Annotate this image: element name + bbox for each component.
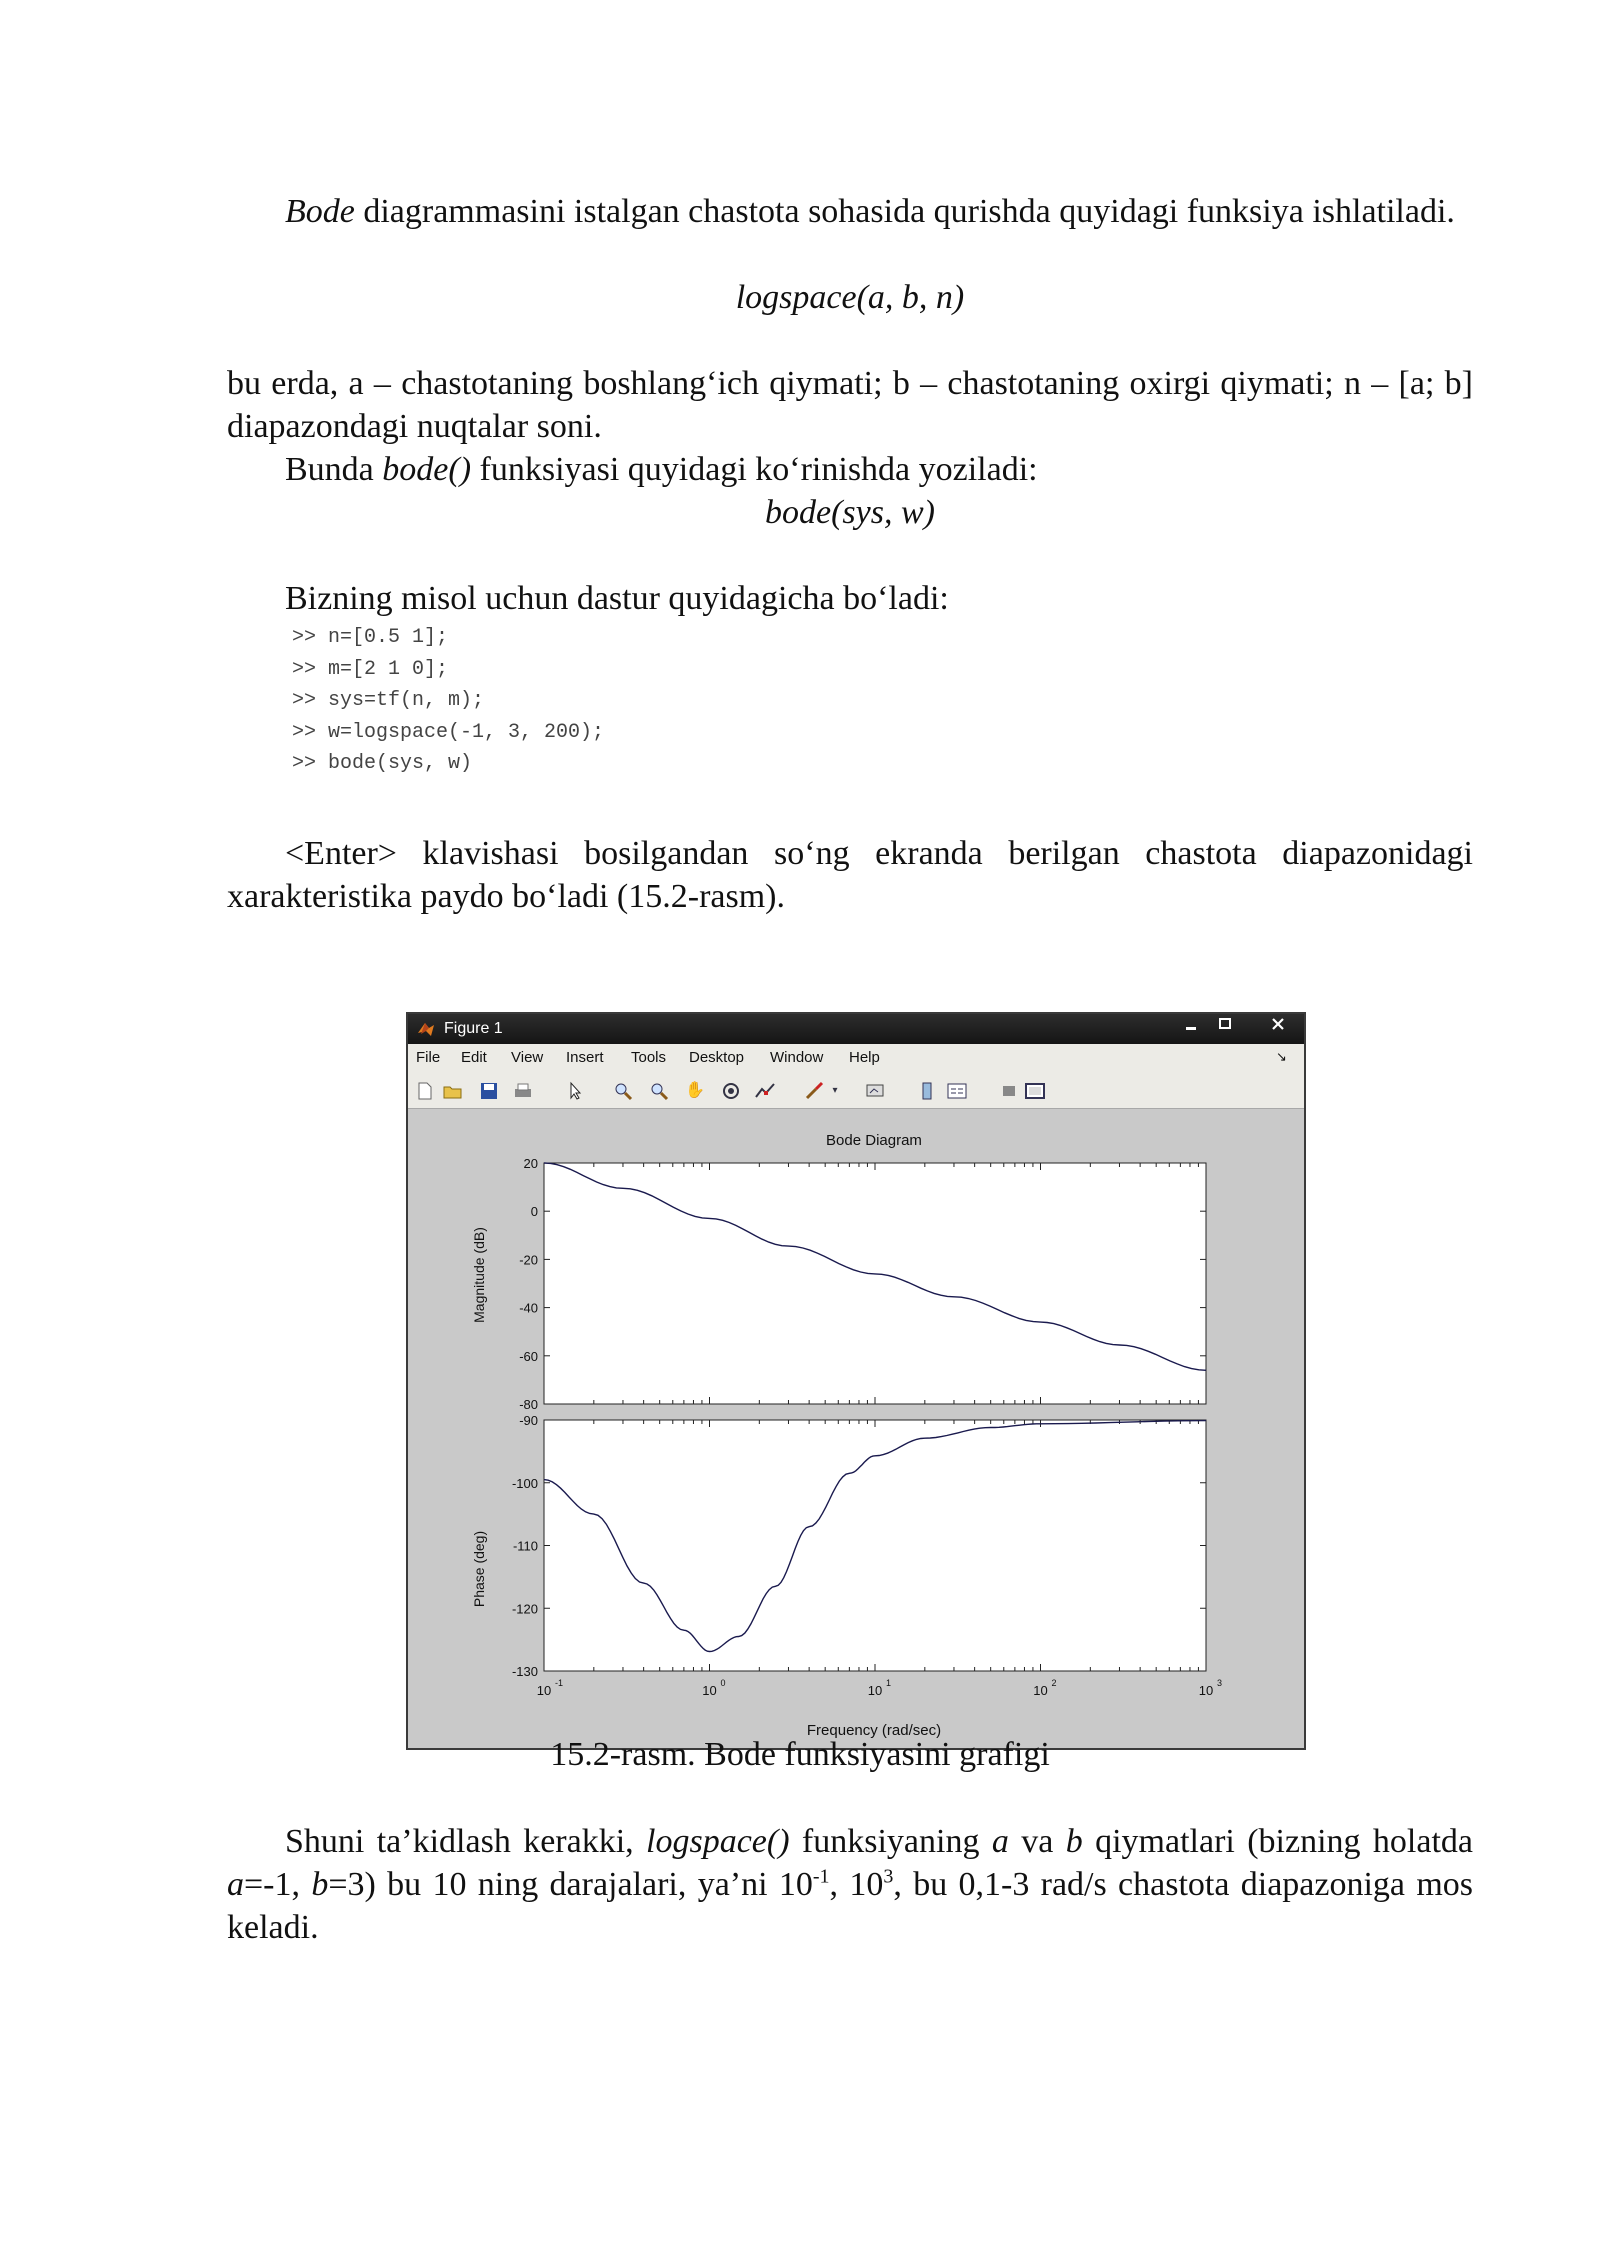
- note-exponent-1: -1: [812, 1865, 830, 1888]
- close-icon: [1270, 1016, 1286, 1032]
- bode-func: bode(): [382, 451, 472, 488]
- window-title: Figure 1: [444, 1020, 503, 1037]
- pointer-icon[interactable]: [564, 1081, 586, 1101]
- window-titlebar[interactable]: [408, 1014, 1304, 1044]
- code-line: >> n=[0.5 1];: [292, 626, 449, 649]
- note-text-3: va: [1008, 1823, 1066, 1860]
- link-icon[interactable]: [864, 1081, 886, 1101]
- magnitude-y-tick-label: 20: [523, 1156, 538, 1171]
- paragraph-logspace-note: [227, 1820, 1473, 1949]
- dock-arrow-icon[interactable]: ↘: [1276, 1049, 1287, 1064]
- intro-text: diagrammasini istalgan chastota sohasida qurishda quyidagi funksiya ishlatiladi.: [354, 193, 1455, 230]
- note-text-7: , 10: [829, 1866, 884, 1903]
- bode-formula: bode(sys, w): [765, 494, 935, 531]
- code-line: >> w=logspace(-1, 3, 200);: [292, 720, 605, 744]
- menu-file[interactable]: File: [416, 1049, 441, 1066]
- maximize-button[interactable]: [1208, 1016, 1242, 1036]
- minimize-button[interactable]: [1174, 1016, 1208, 1036]
- magnitude-y-tick-label: -80: [519, 1397, 538, 1412]
- pan-icon[interactable]: ✋: [685, 1082, 705, 1099]
- data-cursor-icon[interactable]: [754, 1081, 776, 1101]
- figure-canvas[interactable]: [408, 1109, 1304, 1748]
- magnitude-y-tick-label: -40: [519, 1300, 538, 1316]
- print-icon[interactable]: [512, 1081, 534, 1101]
- note-var-b: b: [1065, 1823, 1083, 1860]
- phase-y-tick-label: -90: [519, 1413, 538, 1428]
- phase-axis-label: Phase (deg): [471, 1530, 487, 1608]
- x-tick-label: 10: [1033, 1683, 1048, 1698]
- menu-help[interactable]: Help: [849, 1049, 880, 1066]
- note-text-6: =3) bu 10 ning darajalari, ya’ni 10: [328, 1866, 813, 1903]
- paragraph-example: Bizning misol uchun dastur quyidagicha bo‘ladi:: [285, 580, 949, 617]
- phase-y-tick-label: -120: [511, 1601, 538, 1617]
- bode-pre: Bunda: [285, 451, 383, 488]
- menu-tools[interactable]: Tools: [631, 1049, 667, 1066]
- hide-tools-icon[interactable]: [998, 1081, 1020, 1101]
- minimize-icon: [1183, 1016, 1199, 1032]
- rotate-icon[interactable]: [720, 1081, 742, 1101]
- magnitude-y-tick-label: -20: [519, 1252, 538, 1268]
- save-icon[interactable]: [478, 1081, 500, 1101]
- code-block: [227, 622, 1473, 780]
- zoom-in-icon[interactable]: [612, 1081, 634, 1101]
- x-tick-exponent: 1: [886, 1678, 892, 1688]
- magnitude-axes-box: [544, 1163, 1206, 1404]
- document-body: [227, 190, 1473, 918]
- x-tick-label: 10: [1198, 1683, 1214, 1698]
- x-tick-exponent: -1: [555, 1678, 564, 1688]
- brush-icon[interactable]: [804, 1081, 826, 1101]
- paragraph-enter: <Enter> klavishasi bosilgandan so‘ng ekranda berilgan chastota diapazonidagi xarakteristika paydo bo‘ladi (15.2-rasm).: [227, 834, 1473, 915]
- menu-bar: [408, 1044, 1304, 1072]
- magnitude-axis-label: Magnitude (dB): [471, 1227, 487, 1323]
- colorbar-icon[interactable]: [916, 1081, 938, 1101]
- phase-axes-box: [544, 1420, 1206, 1671]
- x-tick-label: 10: [536, 1683, 552, 1698]
- new-figure-icon[interactable]: [414, 1081, 436, 1101]
- menu-window[interactable]: Window: [770, 1049, 824, 1066]
- paragraph-parameters: bu erda, a – chastotaning boshlang‘ich qiymati; b – chastotaning oxirgi qiymati; n – [a; b] diapazondagi nuqtalar soni.: [227, 365, 1473, 445]
- menu-edit[interactable]: Edit: [461, 1049, 487, 1066]
- brush-dropdown-icon[interactable]: ▾: [832, 1085, 838, 1096]
- note-var-b2: b: [311, 1866, 329, 1903]
- figure-window-screenshot: [406, 1012, 1304, 1748]
- menu-insert[interactable]: Insert: [566, 1049, 604, 1066]
- x-tick-exponent: 2: [1051, 1678, 1057, 1688]
- show-tools-icon[interactable]: [1024, 1081, 1046, 1101]
- maximize-icon: [1217, 1016, 1233, 1032]
- logspace-formula: logspace(a, b, n): [735, 279, 965, 316]
- note-text-1: Shuni ta’kidlash kerakki,: [285, 1823, 647, 1860]
- closing-section: [227, 1820, 1473, 1949]
- note-text-5: =-1,: [244, 1866, 312, 1903]
- x-tick-exponent: 3: [1217, 1678, 1223, 1688]
- phase-y-tick-label: -110: [512, 1538, 538, 1554]
- paragraph-bode-function: [227, 448, 1473, 491]
- magnitude-y-tick-label: -60: [519, 1348, 538, 1364]
- open-icon[interactable]: [442, 1081, 464, 1101]
- note-var-a: a: [991, 1823, 1009, 1860]
- menu-desktop[interactable]: Desktop: [689, 1049, 745, 1066]
- code-line: >> bode(sys, w): [292, 752, 473, 775]
- chart-title: Bode Diagram: [826, 1132, 922, 1149]
- note-exponent-2: 3: [883, 1865, 894, 1888]
- legend-icon[interactable]: [946, 1081, 968, 1101]
- figure-toolbar: [408, 1072, 1304, 1109]
- bode-post: funksiyasi quyidagi ko‘rinishda yoziladi:: [471, 451, 1038, 488]
- note-func: logspace(): [646, 1823, 790, 1860]
- figure-window: [406, 1012, 1306, 1750]
- magnitude-y-tick-label: 0: [530, 1204, 538, 1220]
- zoom-out-icon[interactable]: [648, 1081, 670, 1101]
- figure-caption: 15.2-rasm. Bode funksiyasini grafigi: [550, 1736, 1050, 1773]
- phase-y-tick-label: -100: [511, 1475, 538, 1491]
- note-text-4: qiymatlari (bizning holatda: [1082, 1823, 1473, 1860]
- matlab-logo-icon: [416, 1019, 436, 1039]
- code-line: >> m=[2 1 0];: [292, 657, 449, 681]
- note-var-a2: a: [227, 1866, 244, 1903]
- phase-y-tick-label: -130: [511, 1664, 538, 1679]
- x-tick-exponent: 0: [720, 1678, 726, 1688]
- close-button[interactable]: [1258, 1016, 1298, 1036]
- plot-layer: [512, 1156, 1222, 1698]
- bode-term: Bode: [285, 193, 355, 230]
- paragraph-intro: [227, 190, 1473, 233]
- x-tick-label: 10: [702, 1683, 717, 1698]
- x-tick-label: 10: [867, 1683, 883, 1698]
- bode-diagram: [408, 1109, 1304, 1748]
- note-text-8: , bu 0,1-3 rad/s chastota diapazoniga mos keladi.: [227, 1866, 1474, 1946]
- menu-view[interactable]: View: [511, 1049, 544, 1066]
- code-line: >> sys=tf(n, m);: [292, 689, 485, 712]
- frequency-axis-label: Frequency (rad/sec): [806, 1722, 942, 1739]
- note-text-2: funksiyaning: [789, 1823, 992, 1860]
